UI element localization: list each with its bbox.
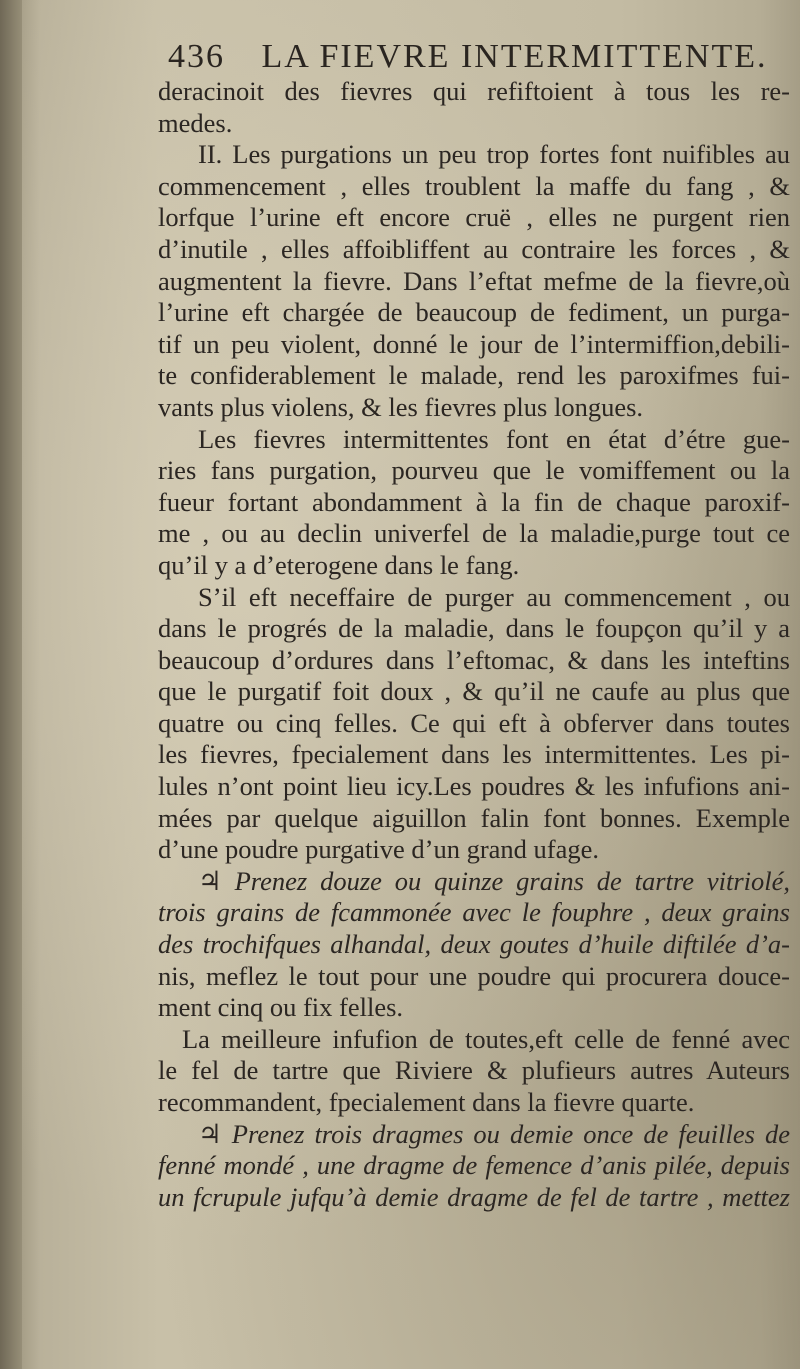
text-line: vants plus violens, & les fievres plus longues. bbox=[158, 391, 644, 422]
running-title: LA FIEVRE INTERMITTENTE. bbox=[261, 38, 768, 75]
page-gutter-shadow bbox=[0, 0, 22, 1369]
text-line: recommandent, fpecialement dans la fievre quarte. bbox=[158, 1087, 695, 1117]
text-line: fenné mondé , une dragme de femence d’anis pilée, depuis bbox=[158, 1150, 790, 1181]
text-line: fueur fortant abondamment à la fin de chaque paroxif- bbox=[158, 486, 790, 517]
text-line: que le purgatif foit doux , & qu’il ne caufe au plus que bbox=[158, 676, 790, 707]
text-line: dans le progrés de la maladie, dans le foupçon qu’il y a bbox=[158, 613, 790, 644]
running-header bbox=[168, 38, 788, 80]
text-line: Les fievres intermittentes font en état d’étre gue- bbox=[198, 423, 790, 454]
text-line: medes. bbox=[158, 107, 233, 138]
body-text bbox=[158, 76, 790, 1213]
text-line: nis, meflez le tout pour une poudre qui procurera douce- bbox=[158, 960, 790, 991]
text-line: deracinoit des fievres qui refiftoient à tous les re- bbox=[158, 76, 790, 106]
text-line: me , ou au declin univerfel de la maladie,purge tout ce bbox=[158, 518, 790, 549]
text-line: ries fans purgation, pourveu que le vomiffement ou la bbox=[158, 455, 790, 486]
text-line: d’inutile , elles affoibliffent au contraire les forces , & bbox=[158, 233, 790, 264]
text-line: te confiderablement le malade, rend les paroxifmes fui- bbox=[158, 360, 790, 391]
text-line: II. Les purgations un peu trop fortes font nuifibles au bbox=[198, 139, 790, 170]
page-number: 436 bbox=[168, 38, 225, 75]
text-line: commencement , elles troublent la maffe du fang , & bbox=[158, 170, 790, 201]
text-line: les fievres, fpecialement dans les intermittentes. Les pi- bbox=[158, 739, 790, 770]
text-line: ♃ Prenez douze ou quinze grains de tartre vitriolé, bbox=[198, 865, 790, 896]
text-line: d’une poudre purgative d’un grand ufage. bbox=[158, 834, 600, 865]
text-line: beaucoup d’ordures dans l’eftomac, & dans les inteftins bbox=[158, 644, 790, 675]
text-line: mées par quelque aiguillon falin font bonnes. Exemple bbox=[158, 802, 790, 833]
text-line: un fcrupule jufqu’à demie dragme de fel de tartre , mettez bbox=[158, 1181, 790, 1212]
text-line: lules n’ont point lieu icy.Les poudres & les infufions ani- bbox=[158, 771, 790, 802]
text-line: ment cinq ou fix felles. bbox=[158, 992, 404, 1023]
text-line: augmentent la fievre. Dans l’eftat mefme de la fievre,où bbox=[158, 265, 790, 296]
text-line: quatre ou cinq felles. Ce qui eft à obferver dans toutes bbox=[158, 707, 790, 738]
text-line: des trochifques alhandal, deux goutes d’huile diftilée d’a- bbox=[158, 929, 790, 960]
text-line: ♃ Prenez trois dragmes ou demie once de feuilles de bbox=[198, 1118, 790, 1149]
text-line: qu’il y a d’eterogene dans le fang. bbox=[158, 549, 520, 580]
text-line: S’il eft neceffaire de purger au commencement , ou bbox=[198, 581, 790, 612]
text-line: tif un peu violent, donné le jour de l’intermiffion,debili- bbox=[158, 328, 790, 359]
text-line: lorfque l’urine eft encore cruë , elles ne purgent rien bbox=[158, 202, 790, 233]
text-line: trois grains de fcammonée avec le fouphre , deux grains bbox=[158, 897, 790, 928]
text-line: La meilleure infufion de toutes,eft celle de fenné avec bbox=[182, 1023, 790, 1054]
text-line: le fel de tartre que Riviere & plufieurs autres Auteurs bbox=[158, 1055, 790, 1086]
text-line: l’urine eft chargée de beaucoup de fediment, un purga- bbox=[158, 297, 790, 328]
